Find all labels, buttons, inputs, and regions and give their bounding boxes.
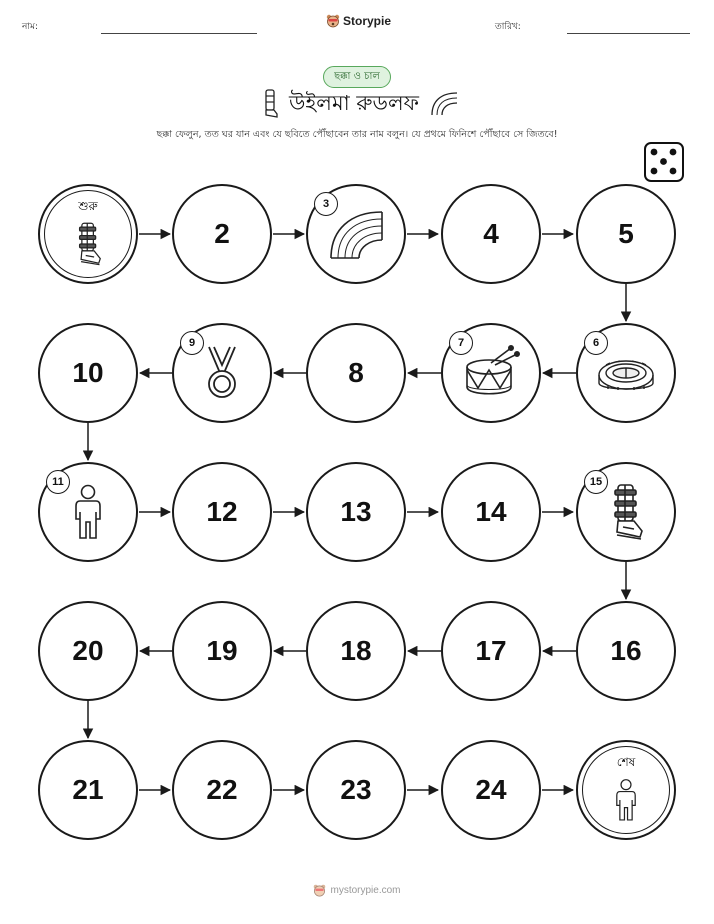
game-type-tag: ছক্কা ও চাল bbox=[323, 66, 391, 88]
page-title: উইলমা রুডলফ bbox=[289, 90, 419, 115]
cell-number: 18 bbox=[340, 635, 372, 666]
cell-number: 12 bbox=[206, 496, 238, 527]
cell-number: 13 bbox=[340, 496, 372, 527]
cell-number-badge: 3 bbox=[314, 192, 338, 216]
board-cell-6 bbox=[576, 323, 676, 423]
cell-number: 24 bbox=[475, 774, 507, 805]
leg-brace-icon bbox=[596, 482, 656, 542]
board-cell-17 bbox=[441, 601, 541, 701]
name-label: নাম: bbox=[22, 22, 39, 32]
board-cell-21 bbox=[38, 740, 138, 840]
end-label: শেষ bbox=[616, 755, 636, 769]
cell-number-badge: 15 bbox=[584, 470, 608, 494]
cell-number-badge: 7 bbox=[449, 331, 473, 355]
start-label: শুরু bbox=[78, 199, 98, 213]
cell-number: 10 bbox=[72, 357, 104, 388]
cell-number: 22 bbox=[206, 774, 238, 805]
cell-number-badge: 9 bbox=[180, 331, 204, 355]
date-label: তারিখ: bbox=[495, 22, 521, 32]
cell-number: 14 bbox=[475, 496, 507, 527]
cell-number: 21 bbox=[72, 774, 104, 805]
board-cell-14 bbox=[441, 462, 541, 562]
drum-icon bbox=[461, 343, 521, 403]
cell-number: 17 bbox=[475, 635, 507, 666]
footer-url[interactable]: mystorypie.com bbox=[330, 885, 401, 896]
board-cell-12 bbox=[172, 462, 272, 562]
running-track-icon bbox=[326, 204, 386, 264]
stadium-icon bbox=[596, 343, 656, 403]
board-cell-16 bbox=[576, 601, 676, 701]
person-icon bbox=[58, 482, 118, 542]
brand-name: Storypie bbox=[343, 14, 392, 28]
cell-number-badge: 11 bbox=[46, 470, 70, 494]
cell-number-badge: 6 bbox=[584, 331, 608, 355]
bear-logo-icon bbox=[313, 884, 326, 897]
board-cell-22 bbox=[172, 740, 272, 840]
end-cell bbox=[576, 740, 676, 840]
board-cell-10 bbox=[38, 323, 138, 423]
board-cell-7 bbox=[441, 323, 541, 423]
board-cell-24 bbox=[441, 740, 541, 840]
board-cell-9 bbox=[172, 323, 272, 423]
cell-number: 8 bbox=[348, 357, 364, 388]
cell-number: 5 bbox=[618, 218, 634, 249]
cell-number: 23 bbox=[340, 774, 372, 805]
board-cell-4 bbox=[441, 184, 541, 284]
start-cell bbox=[38, 184, 138, 284]
board-cell-15 bbox=[576, 462, 676, 562]
board-cell-13 bbox=[306, 462, 406, 562]
leg-brace-icon bbox=[65, 221, 111, 267]
board-cell-18 bbox=[306, 601, 406, 701]
board-cell-5 bbox=[576, 184, 676, 284]
board-cell-11 bbox=[38, 462, 138, 562]
board-cell-23 bbox=[306, 740, 406, 840]
board-cell-19 bbox=[172, 601, 272, 701]
footer bbox=[0, 884, 714, 897]
board-cell-8 bbox=[306, 323, 406, 423]
medal-icon bbox=[192, 343, 252, 403]
board-cell-20 bbox=[38, 601, 138, 701]
cell-number: 19 bbox=[206, 635, 238, 666]
instructions: ছক্কা ফেলুন, তত ঘর যান এবং যে ছবিতে পৌঁছাবেন তার নাম বলুন। যে প্রথমে ফিনিশে পৌঁছাবে সে জিতবে! bbox=[156, 129, 558, 140]
cell-number: 16 bbox=[610, 635, 642, 666]
cell-number: 2 bbox=[214, 218, 230, 249]
board-cell-2 bbox=[172, 184, 272, 284]
cell-number: 4 bbox=[483, 218, 499, 249]
person-icon bbox=[603, 777, 649, 823]
board-cell-3 bbox=[306, 184, 406, 284]
cell-number: 20 bbox=[72, 635, 104, 666]
